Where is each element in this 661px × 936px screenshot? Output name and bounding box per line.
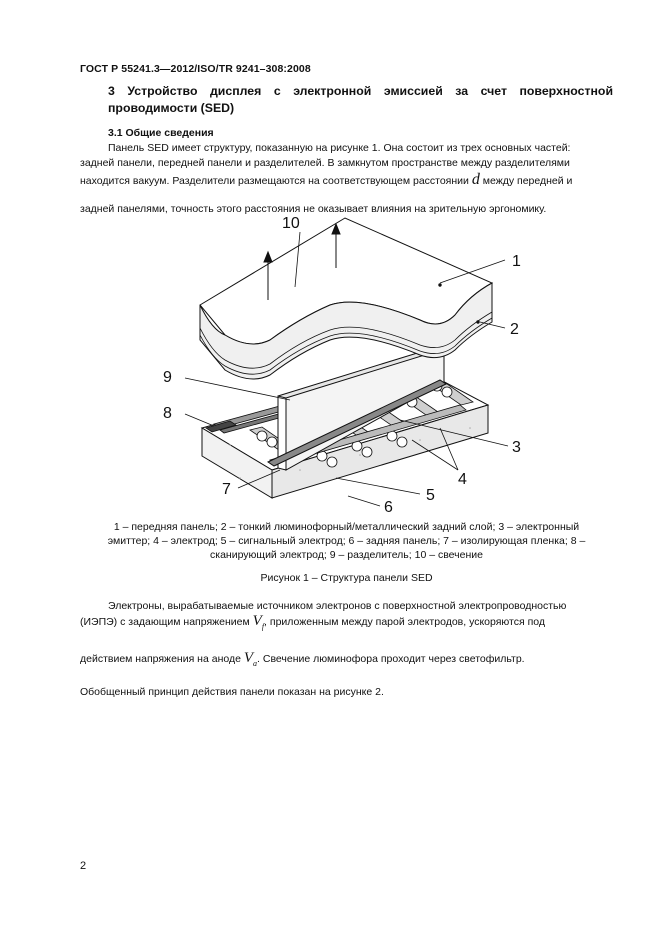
intro-line-3-a: находится вакуум. Разделители размещаются на соответствующем расстоянии <box>80 175 469 187</box>
legend-line-1: 1 – передняя панель; 2 – тонкий люминофорный/металлический задний слой; 3 – электронный <box>113 521 580 533</box>
body2-line-2-a: (ИЭПЭ) с задающим напряжением <box>80 616 250 628</box>
figure-legend <box>80 520 613 562</box>
symbol-vf-sub: f <box>261 622 265 631</box>
legend-line-3: сканирующий электрод; 9 – разделитель; 10 – свечение <box>210 549 483 561</box>
symbol-d: d <box>471 171 480 188</box>
body2-line-2-b: , приложенным между парой электродов, ускоряются под <box>264 616 546 628</box>
intro-line-1: Панель SED имеет структуру, показанную на рисунке 1. Она состоит из трех основных частей: <box>108 142 571 154</box>
section-title: 3 Устройство дисплея с электронной эмиссией за счет поверхностной проводимости (SED) <box>108 84 613 115</box>
body2-line-3-a: действием напряжения на аноде <box>80 653 241 665</box>
body2-line-2 <box>80 613 613 631</box>
body2-line-1: Электроны, вырабатываемые источником электронов с поверхностной электропроводностью <box>108 600 567 612</box>
label-4: 4 <box>458 471 467 488</box>
legend-line-2: эмиттер; 4 – электрод; 5 – сигнальный электрод; 6 – задняя панель; 7 – изолирующая пленка; 8 – <box>107 535 586 547</box>
intro-line-2: задней панели, передней панели и разделителей. В замкнутом пространстве между разделителями <box>80 157 570 169</box>
page-number: 2 <box>80 860 87 872</box>
label-3: 3 <box>512 439 521 456</box>
symbol-va-sub: a <box>253 659 258 668</box>
symbol-va <box>244 650 257 666</box>
symbol-va-base: V <box>243 650 254 666</box>
intro-line-3-b: между передней и <box>482 175 573 187</box>
intro-line-4: задней панелями, точность этого расстояния не оказывает влияния на зрительную эргономику. <box>80 203 547 215</box>
label-6: 6 <box>384 499 393 515</box>
symbol-vf <box>253 613 264 629</box>
figure-title: Рисунок 1 – Структура панели SED <box>260 572 433 584</box>
sed-panel-structure-figure <box>150 210 550 515</box>
front-panel <box>200 218 492 379</box>
label-2: 2 <box>510 321 519 338</box>
symbol-vf-base: V <box>252 613 262 629</box>
label-1: 1 <box>512 253 521 270</box>
label-7: 7 <box>222 481 231 498</box>
body2-line-4: Обобщенный принцип действия панели показан на рисунке 2. <box>80 686 384 698</box>
intro-line-3 <box>80 171 613 189</box>
label-8: 8 <box>163 405 172 422</box>
label-5: 5 <box>426 487 435 504</box>
label-10: 10 <box>282 215 300 232</box>
document-header: ГОСТ Р 55241.3—2012/ISO/TR 9241–308:2008 <box>80 63 311 75</box>
subsection-title: 3.1 Общие сведения <box>108 127 214 139</box>
body2-line-3-b: . Свечение люминофора проходит через светофильтр. <box>257 653 525 665</box>
body2-line-3 <box>80 650 613 668</box>
label-9: 9 <box>163 369 172 386</box>
